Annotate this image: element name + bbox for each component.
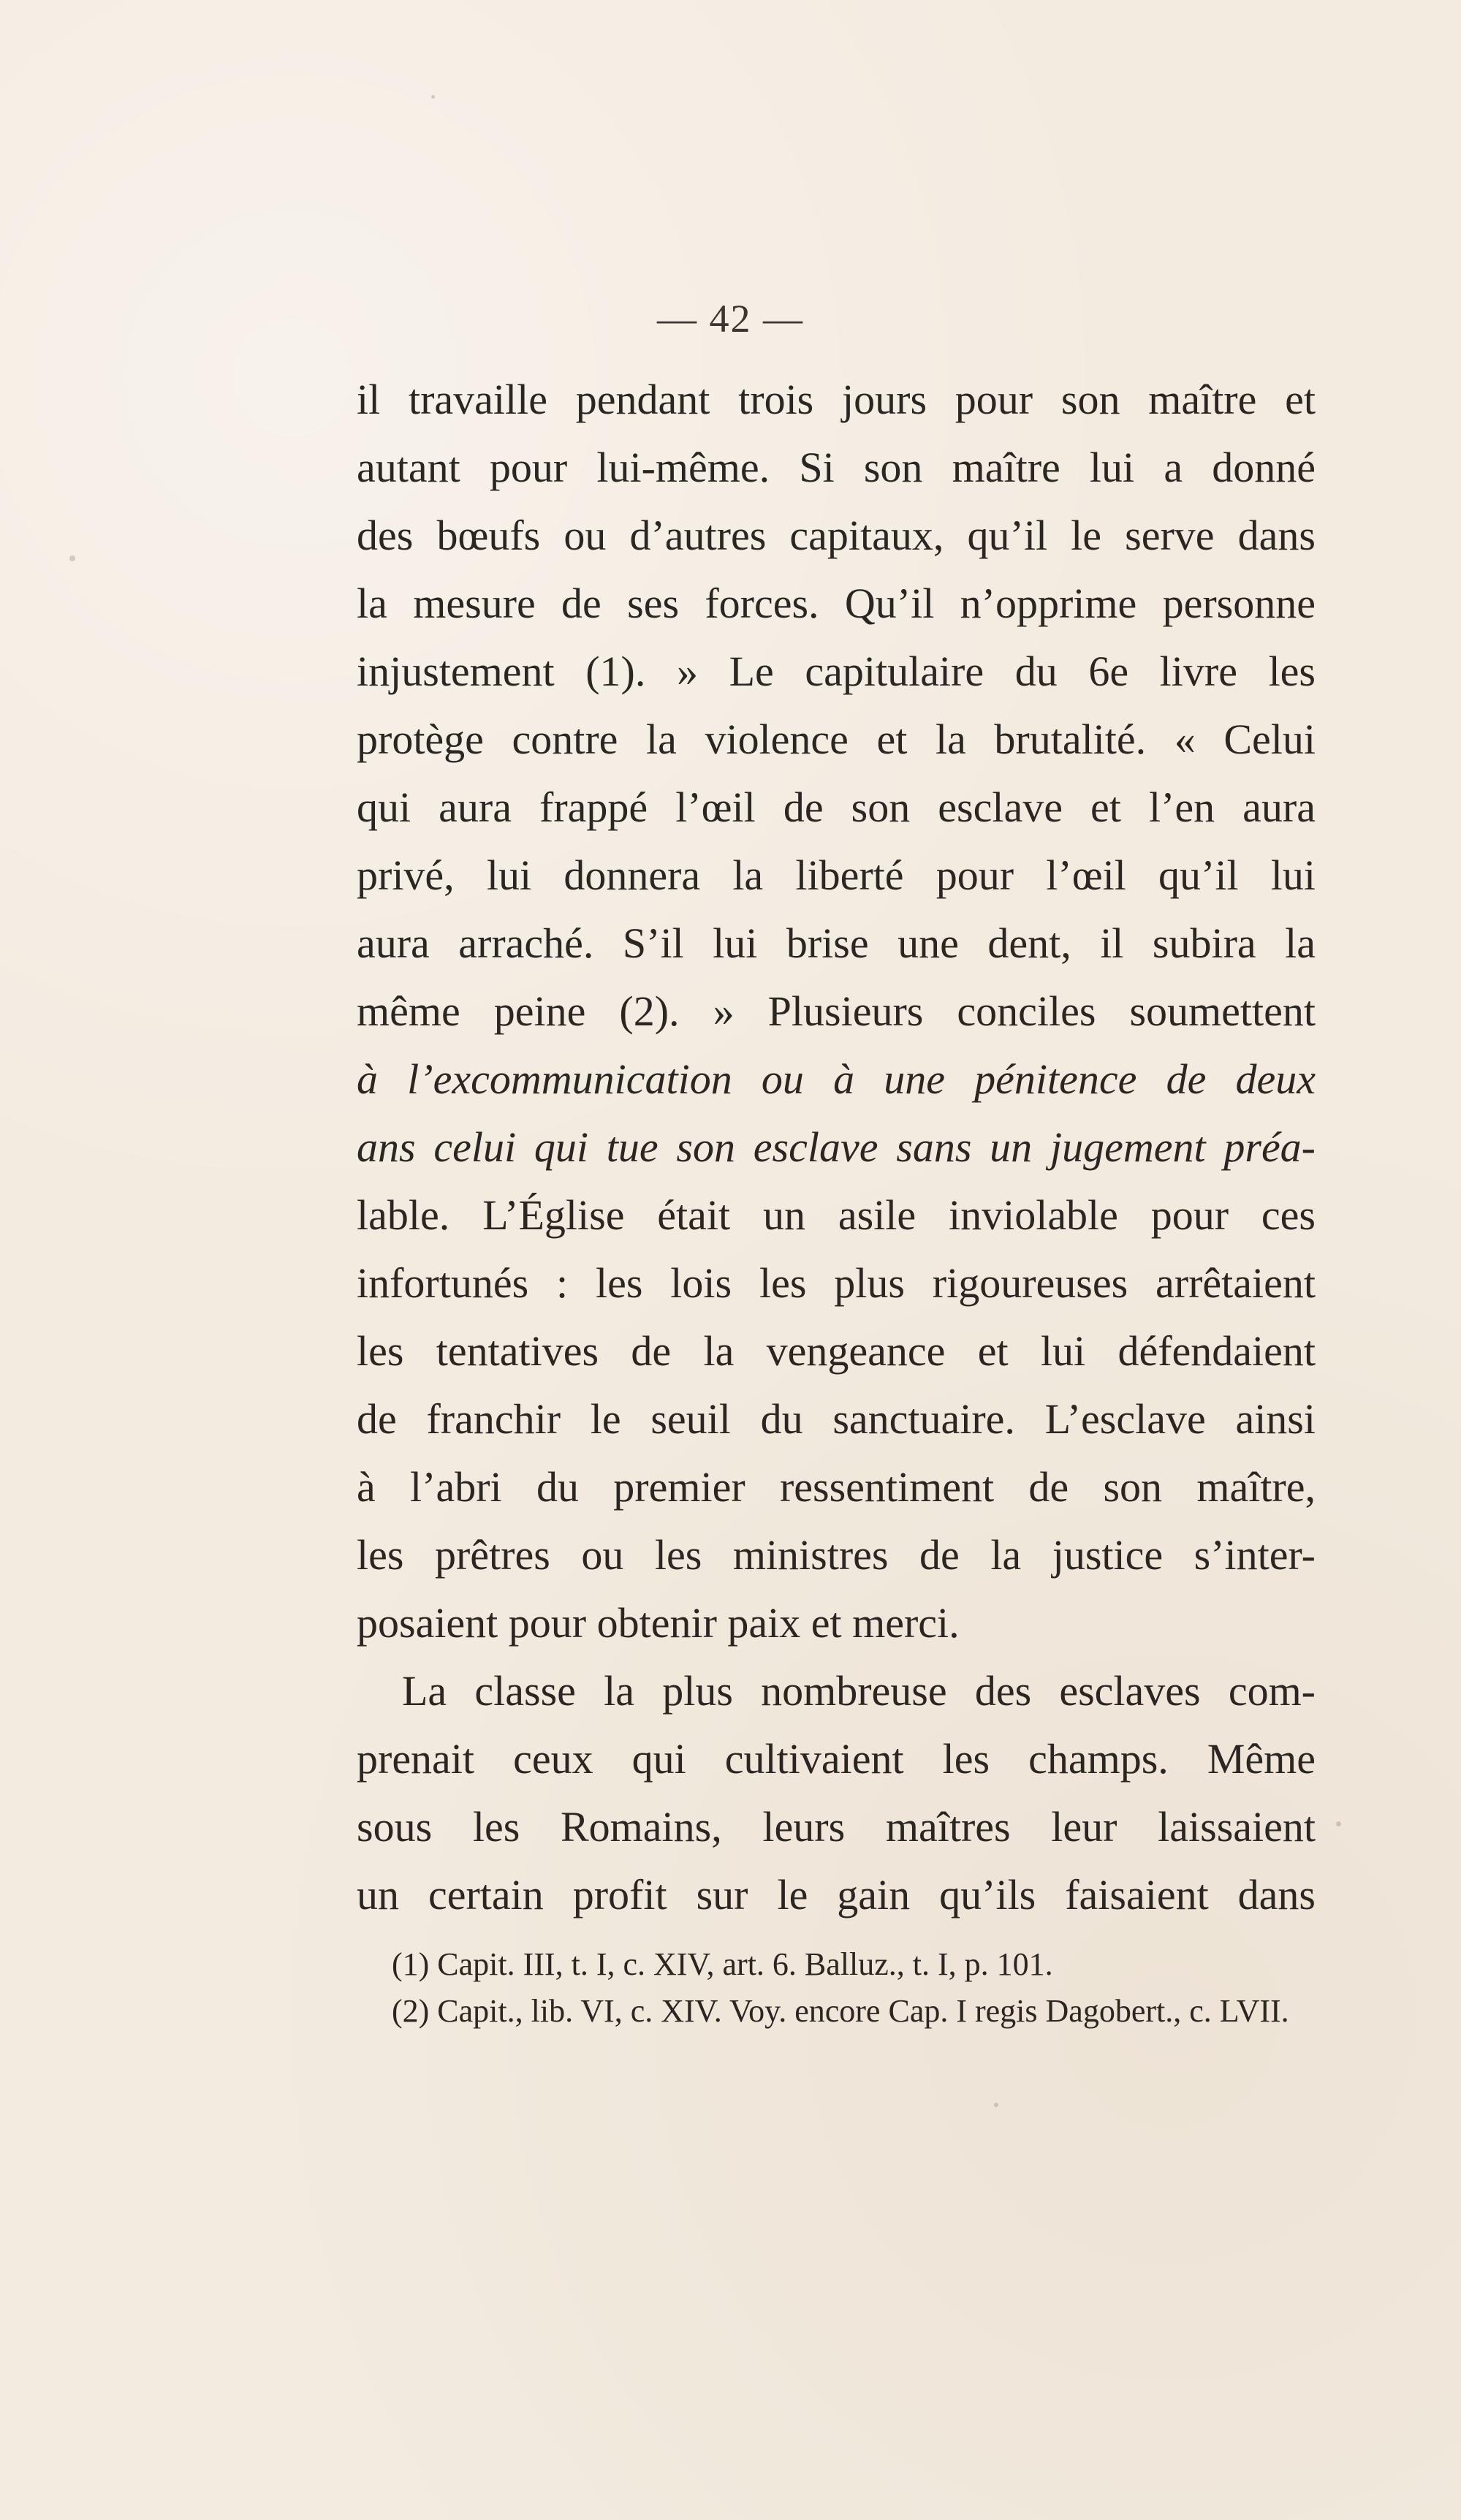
- body-line: autant pour lui-même. Si son maître lui a donné: [357, 444, 1316, 491]
- page-number: — 42 —: [657, 297, 804, 341]
- body-line: La classe la plus nombreuse des esclaves com-: [402, 1667, 1316, 1715]
- body-line: protège contre la violence et la brutalité. « Celui: [357, 716, 1316, 763]
- body-line: privé, lui donnera la liberté pour l’œil qu’il lui: [357, 851, 1316, 899]
- paper-fleck: [69, 555, 75, 561]
- body-line: à l’excommunication ou à une pénitence de deux: [357, 1055, 1316, 1103]
- body-line: les prêtres ou les ministres de la justice s’inter-: [357, 1531, 1316, 1579]
- body-line: même peine (2). » Plusieurs conciles soumettent: [357, 987, 1316, 1035]
- body-line: de franchir le seuil du sanctuaire. L’esclave ainsi: [357, 1395, 1316, 1443]
- main-text: [357, 365, 1316, 1929]
- body-line: qui aura frappé l’œil de son esclave et l’en aura: [357, 783, 1316, 831]
- paper-fleck: [431, 95, 435, 99]
- footnotes: [392, 1941, 1342, 2035]
- footnote: (1) Capit. III, t. I, c. XIV, art. 6. Balluz., t. I, p. 101.: [392, 1946, 1053, 1982]
- paper-fleck: [994, 2103, 998, 2107]
- body-line: un certain profit sur le gain qu’ils faisaient dans: [357, 1871, 1316, 1919]
- body-line: aura arraché. S’il lui brise une dent, il subira la: [357, 919, 1316, 967]
- body-line: les tentatives de la vengeance et lui défendaient: [357, 1327, 1316, 1375]
- footnote: (2) Capit., lib. VI, c. XIV. Voy. encore Cap. I regis Dagobert., c. LVII.: [392, 1993, 1289, 2029]
- body-line: lable. L’Église était un asile inviolable pour ces: [357, 1191, 1316, 1239]
- body-line: sous les Romains, leurs maîtres leur laissaient: [357, 1803, 1316, 1851]
- body-line: injustement (1). » Le capitulaire du 6e livre les: [357, 648, 1316, 695]
- body-line: infortunés : les lois les plus rigoureuses arrêtaient: [357, 1259, 1316, 1307]
- body-line: posaient pour obtenir paix et merci.: [357, 1599, 960, 1647]
- body-line: il travaille pendant trois jours pour son maître et: [357, 376, 1316, 423]
- body-line: la mesure de ses forces. Qu’il n’opprime personne: [357, 580, 1316, 627]
- body-line: des bœufs ou d’autres capitaux, qu’il le serve dans: [357, 512, 1316, 559]
- body-line: à l’abri du premier ressentiment de son maître,: [357, 1463, 1316, 1511]
- paper-fleck: [1336, 1821, 1341, 1826]
- body-line: ans celui qui tue son esclave sans un jugement préa-: [357, 1123, 1316, 1171]
- body-line: prenait ceux qui cultivaient les champs. Même: [357, 1735, 1316, 1783]
